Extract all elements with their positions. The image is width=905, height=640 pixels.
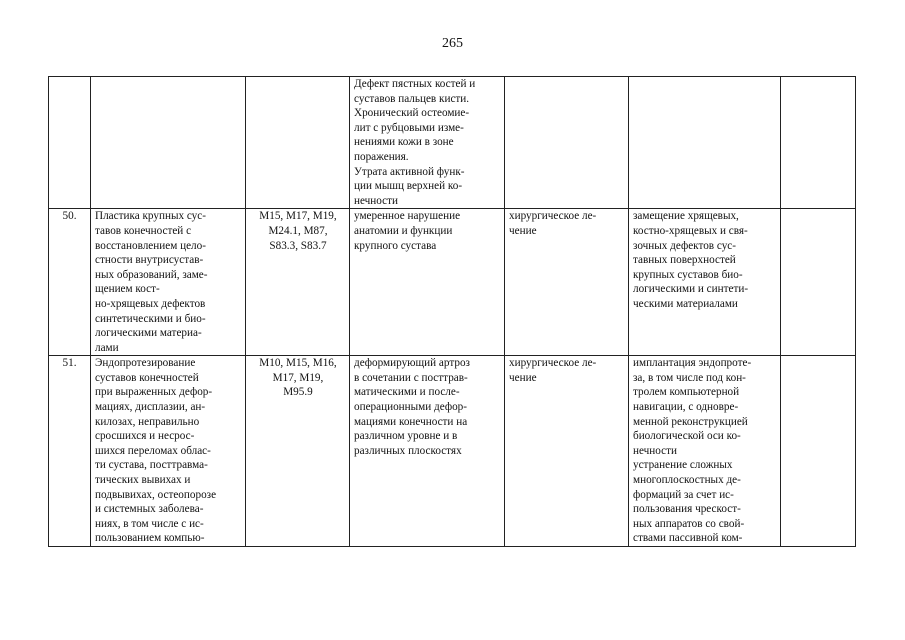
cell-text-line: при выраженных дефор- [95, 386, 213, 399]
cell-text-line: анатомии и функции [354, 224, 453, 237]
cell-text-line: биологической оси ко- [633, 430, 741, 443]
cell-text-line: синтетическими и био- [95, 312, 206, 325]
cell-text-line: Дефект пястных костей и [354, 78, 476, 90]
icd-codes-cell [246, 356, 350, 547]
cell-text-line: ных образований, заме- [95, 268, 208, 281]
cell-text-line: Пластика крупных сус- [95, 210, 206, 223]
cell-text-line: ции мышц верхней ко- [354, 180, 463, 193]
cell-text-line: мациях, дисплазии, ан- [95, 401, 206, 414]
cell-text-line: крупного сустава [354, 239, 437, 252]
cell-text-line: M17, M19, [272, 371, 324, 384]
cell-text-line: навигации, с одновре- [633, 401, 739, 414]
cell-text-line: восстановлением цело- [95, 239, 206, 252]
cell-text-line: многоплоскостных де- [633, 474, 741, 487]
patient-model-cell [350, 209, 505, 356]
table-row [49, 356, 856, 547]
cell-text-line: S83.3, S83.7 [269, 239, 327, 252]
cell-text-line: различных плоскостях [354, 444, 462, 457]
cell-text-line: хирургическое ле- [509, 357, 597, 370]
treatment-method-cell [629, 356, 781, 547]
cell-text-line: шихся переломах облас- [95, 444, 211, 457]
treatment-type-cell [505, 356, 629, 547]
cell-text-line: и системных заболева- [95, 503, 204, 516]
cell-text-line: умеренное нарушение [354, 210, 461, 223]
cell-text-line: мациями конечности на [354, 415, 468, 428]
cell-text-line: пользования чрескост- [633, 503, 741, 516]
cell-text-line: M15, M17, M19, [259, 210, 337, 223]
cell-text-line: нечности [633, 444, 678, 457]
patient-model-cell [350, 77, 505, 209]
cell-text-line: нечности [354, 194, 399, 207]
intervention-name-cell [91, 356, 246, 547]
cell-text-line: деформирующий артроз [354, 357, 470, 370]
cell-text-line: ти сустава, посттравма- [95, 459, 208, 472]
cell-text-line: нениями кожи в зоне [354, 136, 454, 149]
icd-codes-cell [246, 77, 350, 209]
cell-text-line: операционными дефор- [354, 401, 467, 414]
table-row [49, 209, 856, 356]
cell-text-line: менной реконструкцией [633, 415, 748, 428]
cell-text-line: ческими материалами [633, 297, 738, 310]
row-number-cell: 51. [49, 356, 91, 547]
cell-text-line: поражения. [354, 150, 409, 163]
row-number-cell: 50. [49, 209, 91, 356]
cell-text-line: матическими и после- [354, 386, 460, 399]
cell-text-line: суставов пальцев кисти. [354, 92, 470, 105]
empty-cell [781, 77, 856, 209]
cell-text-line: логическими материа- [95, 327, 202, 340]
cell-text-line: килозах, неправильно [95, 415, 200, 428]
cell-text-line: различном уровне и в [354, 430, 458, 443]
cell-text-line: чение [509, 224, 537, 237]
cell-text-line: зочных дефектов сус- [633, 239, 736, 252]
cell-text-line: подвывихах, остеопорозе [95, 488, 217, 501]
cell-text-line: M24.1, M87, [268, 224, 328, 237]
cell-text-line: пользованием компью- [95, 532, 205, 545]
cell-text-line: ниях, в том числе с ис- [95, 517, 204, 530]
treatment-type-cell [505, 209, 629, 356]
cell-text-line: логическими и синтети- [633, 283, 749, 296]
cell-text-line: щением кост- [95, 283, 160, 296]
cell-text-line: M10, M15, M16, [259, 357, 337, 370]
cell-text-line: за, в том числе под кон- [633, 371, 746, 384]
cell-text-line: крупных суставов био- [633, 268, 743, 281]
cell-text-line: костно-хрящевых и свя- [633, 224, 748, 237]
cell-text-line: тических вывихах и [95, 474, 191, 487]
cell-text-line: устранение сложных [633, 459, 733, 472]
cell-text-line: чение [509, 371, 537, 384]
page-number: 265 [442, 36, 463, 51]
icd-codes-cell [246, 209, 350, 356]
treatment-method-cell [629, 77, 781, 209]
cell-text-line: ных аппаратов со свой- [633, 517, 745, 530]
cell-text-line: стности внутрисустав- [95, 254, 204, 267]
cell-text-line: лами [95, 341, 119, 354]
cell-text-line: Эндопротезирование [95, 357, 196, 370]
cell-text-line: сросшихся и несрос- [95, 430, 195, 443]
intervention-name-cell [91, 209, 246, 356]
cell-text-line: лит с рубцовыми изме- [354, 121, 464, 134]
cell-text-line: тавных поверхностей [633, 254, 736, 267]
empty-cell [781, 356, 856, 547]
patient-model-cell [350, 356, 505, 547]
cell-text-line: формаций за счет ис- [633, 488, 734, 501]
medical-care-table [48, 76, 856, 547]
cell-text-line: Хронический остеомие- [354, 107, 470, 120]
cell-text-line: тролем компьютерной [633, 386, 740, 399]
cell-text-line: суставов конечностей [95, 371, 199, 384]
treatment-type-cell [505, 77, 629, 209]
cell-text-line: но-хрящевых дефектов [95, 297, 206, 310]
row-number-cell [49, 77, 91, 209]
cell-text-line: имплантация эндопроте- [633, 357, 752, 370]
cell-text-line: M95.9 [283, 386, 313, 399]
cell-text-line: хирургическое ле- [509, 210, 597, 223]
cell-text-line: тавов конечностей с [95, 224, 192, 237]
cell-text-line: замещение хрящевых, [633, 210, 739, 223]
intervention-name-cell [91, 77, 246, 209]
table-row [49, 77, 856, 209]
cell-text-line: Утрата активной функ- [354, 165, 465, 178]
cell-text-line: в сочетании с посттрав- [354, 371, 468, 384]
treatment-method-cell [629, 209, 781, 356]
cell-text-line: ствами пассивной ком- [633, 532, 743, 545]
empty-cell [781, 209, 856, 356]
